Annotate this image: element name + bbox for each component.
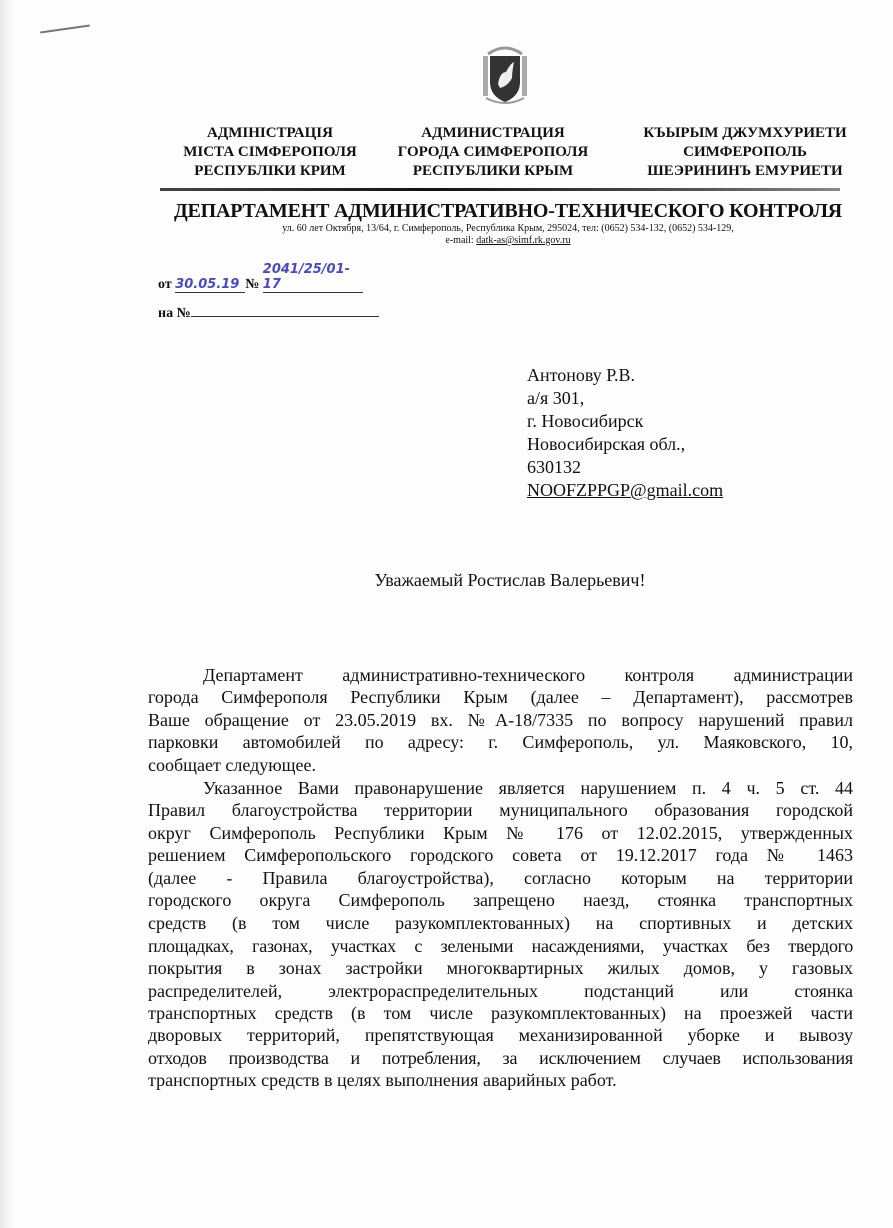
body-line: дворовых территорий, препятствующая механизированной уборке и вывозу xyxy=(148,1025,853,1045)
body-line: (далее - Правила благоустройства), согласно которым на территории xyxy=(148,868,853,888)
header-ukrainian xyxy=(150,124,390,181)
body-line: городского округа Симферополь запрещено наезд, стоянка транспортных xyxy=(148,890,853,910)
body-line: округ Симферополь Республики Крым № 176 от 12.02.2015, утвержденных xyxy=(148,823,853,843)
body-line: сообщает следующее. xyxy=(148,755,317,775)
from-label: от xyxy=(158,277,172,292)
reply-number-field xyxy=(191,302,379,317)
email-label: e-mail: xyxy=(445,235,477,246)
department-email-line xyxy=(140,235,876,246)
department-address: ул. 60 лет Октября, 13/64, г. Симферополь, Республика Крым, 295024, тел: (0652) 534-132, (0652) 534-129, xyxy=(282,223,734,234)
header-line: АДМІНІСТРАЦІЯ xyxy=(207,125,333,141)
recipient-po-box: а/я 301, xyxy=(527,388,585,408)
body-line: транспортных средств в целях выполнения аварийных работ. xyxy=(148,1070,617,1090)
greeting: Уважаемый Ростислав Валерьевич! xyxy=(374,570,646,590)
recipient-city: г. Новосибирск xyxy=(527,411,644,431)
body-line: площадках, газонах, участках с зелеными насаждениями, участках без твердого xyxy=(148,936,853,956)
header-crimean-tatar xyxy=(625,124,865,181)
body-line: Ваше обращение от 23.05.2019 вх. №А-18/7335 по вопросу нарушений правил xyxy=(148,710,853,730)
recipient-email[interactable]: NOOFZPPGP@gmail.com xyxy=(527,480,724,500)
recipient-name: Антонову Р.В. xyxy=(527,365,636,385)
reply-reference xyxy=(158,302,379,322)
header-line: ШЕЭРИНИНЪ ЕМУРИЕТИ xyxy=(647,163,843,179)
header-line: АДМИНИСТРАЦИЯ xyxy=(421,125,565,141)
scan-edge xyxy=(0,0,14,1228)
header-divider xyxy=(160,188,840,191)
recipient-region: Новосибирская обл., xyxy=(527,434,686,454)
body-line: Правил благоустройства территории муниципального образования городской xyxy=(148,800,853,820)
body-line: Указанное Вами правонарушение является нарушением п. 4 ч. 5 ст. 44 xyxy=(203,778,853,798)
body-line: распределителей, электрораспределительных подстанций или стоянка xyxy=(148,981,853,1001)
body-line: средств (в том числе разукомплектованных) на спортивных и детских xyxy=(148,913,853,933)
header-line: МІСТА СІМФЕРОПОЛЯ xyxy=(183,144,357,160)
email-link[interactable]: datk-as@simf.rk.gov.ru xyxy=(476,235,571,246)
header-line: СИМФЕРОПОЛЬ xyxy=(683,144,807,160)
date-field: 30.05.19 xyxy=(175,277,245,293)
body-line: Департамент административно-технического контроля администрации xyxy=(203,665,853,685)
scan-mark xyxy=(40,25,90,34)
number-label: № xyxy=(245,277,260,292)
header-russian xyxy=(373,124,613,181)
body-line: города Симферополя Республики Крым (далее – Департамент), рассмотрев xyxy=(148,687,853,707)
department-title: ДЕПАРТАМЕНТ АДМИНИСТРАТИВНО-ТЕХНИЧЕСКОГО КОНТРОЛЯ xyxy=(173,200,843,222)
header-line: ГОРОДА СИМФЕРОПОЛЯ xyxy=(397,144,589,160)
body-line: решением Симферопольского городского совета от 19.12.2017 года № 1463 xyxy=(148,845,853,865)
outgoing-reference xyxy=(158,262,363,293)
body-line: покрытия в зонах застройки многоквартирных жилых домов, у газовых xyxy=(148,958,853,978)
reply-label: на № xyxy=(158,306,191,321)
recipient-block xyxy=(527,364,723,502)
header-line: РЕСПУБЛИКИ КРЫМ xyxy=(412,163,574,179)
body-line: отходов производства и потребления, за исключением случаев использования xyxy=(148,1048,853,1068)
header-line: РЕСПУБЛІКИ КРИМ xyxy=(194,163,346,179)
number-field: 2041/25/01-17 xyxy=(263,262,363,293)
coat-of-arms-emblem xyxy=(478,42,532,108)
body-line: парковки автомобилей по адресу: г. Симферополь, ул. Маяковского, 10, xyxy=(148,732,853,752)
header-line: КЪЫРЫМ ДЖУМХУРИЕТИ xyxy=(643,125,847,141)
recipient-postcode: 630132 xyxy=(527,457,581,477)
body-line: транспортных средств (в том числе разукомплектованных) на проезжей части xyxy=(148,1003,853,1023)
